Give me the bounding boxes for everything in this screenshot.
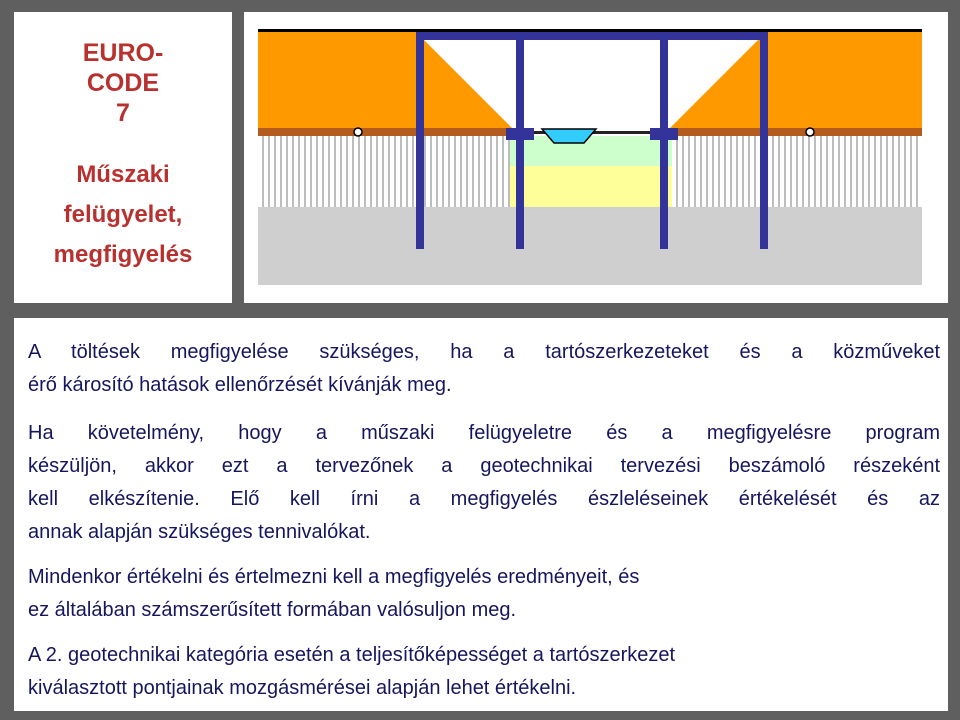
pile-4 <box>760 32 768 249</box>
paragraph-2 <box>28 417 940 549</box>
embankment-diagram <box>244 12 948 303</box>
ground-line-left <box>258 128 516 136</box>
pile-cap-right <box>650 128 678 140</box>
center-layer-gray <box>510 207 672 285</box>
title-line-2: CODE <box>86 69 160 97</box>
measurement-point-right <box>806 128 814 136</box>
title-panel <box>14 12 232 303</box>
paragraph-4-line-1: A 2. geotechnikai kategória esetén a teljesítőképességet a tartószerkezet <box>28 644 676 666</box>
paragraph-2-line-2: készüljön, akkor ezt a tervezőnek a geotechnikai tervezési beszámoló részeként <box>28 455 940 477</box>
subtitle-line-1: Műszaki <box>76 161 170 188</box>
paragraph-3-line-1: Mindenkor értékelni és értelmezni kell a megfigyelés eredményeit, és <box>28 566 640 588</box>
pile-1 <box>416 32 424 249</box>
title-line-3: 7 <box>116 99 130 127</box>
paragraph-1-line-1: A töltések megfigyelése szükséges, ha a tartószerkezeteket és a közműveket <box>28 341 940 363</box>
ground-line-right <box>670 128 922 136</box>
fill-left <box>258 32 512 136</box>
text-panel <box>14 318 948 711</box>
subtitle-line-3: megfigyelés <box>53 241 193 268</box>
pile-cap-left <box>506 128 534 140</box>
subtitle-line-2: felügyelet, <box>63 201 183 228</box>
paragraph-2-line-1: Ha követelmény, hogy a műszaki felügyeletre és a megfigyelésre program <box>28 422 940 444</box>
top-line <box>258 29 922 32</box>
center-layer-green <box>510 136 672 166</box>
title-line-1: EURO- <box>82 39 164 67</box>
paragraph-4 <box>28 639 940 705</box>
paragraph-2-line-3: kell elkészítenie. Elő kell írni a megfigyelés észleléseinek értékelését és az <box>28 488 940 510</box>
paragraph-1 <box>28 336 940 402</box>
paragraph-1-line-2: érő károsító hatások ellenőrzését kívánják meg. <box>28 374 452 396</box>
fill-right <box>670 32 922 136</box>
center-layer-yellow <box>510 166 672 207</box>
top-beam <box>416 32 768 40</box>
pile-2 <box>516 32 524 249</box>
paragraph-2-line-4: annak alapján szükséges tennivalókat. <box>28 521 371 543</box>
pile-3 <box>660 32 668 249</box>
diagram-panel <box>244 12 948 303</box>
measurement-point-left <box>354 128 362 136</box>
paragraph-3 <box>28 561 940 627</box>
paragraph-4-line-2: kiválasztott pontjainak mozgásmérései alapján lehet értékelni. <box>28 677 577 699</box>
paragraph-3-line-2: ez általában számszerűsített formában valósuljon meg. <box>28 599 517 621</box>
